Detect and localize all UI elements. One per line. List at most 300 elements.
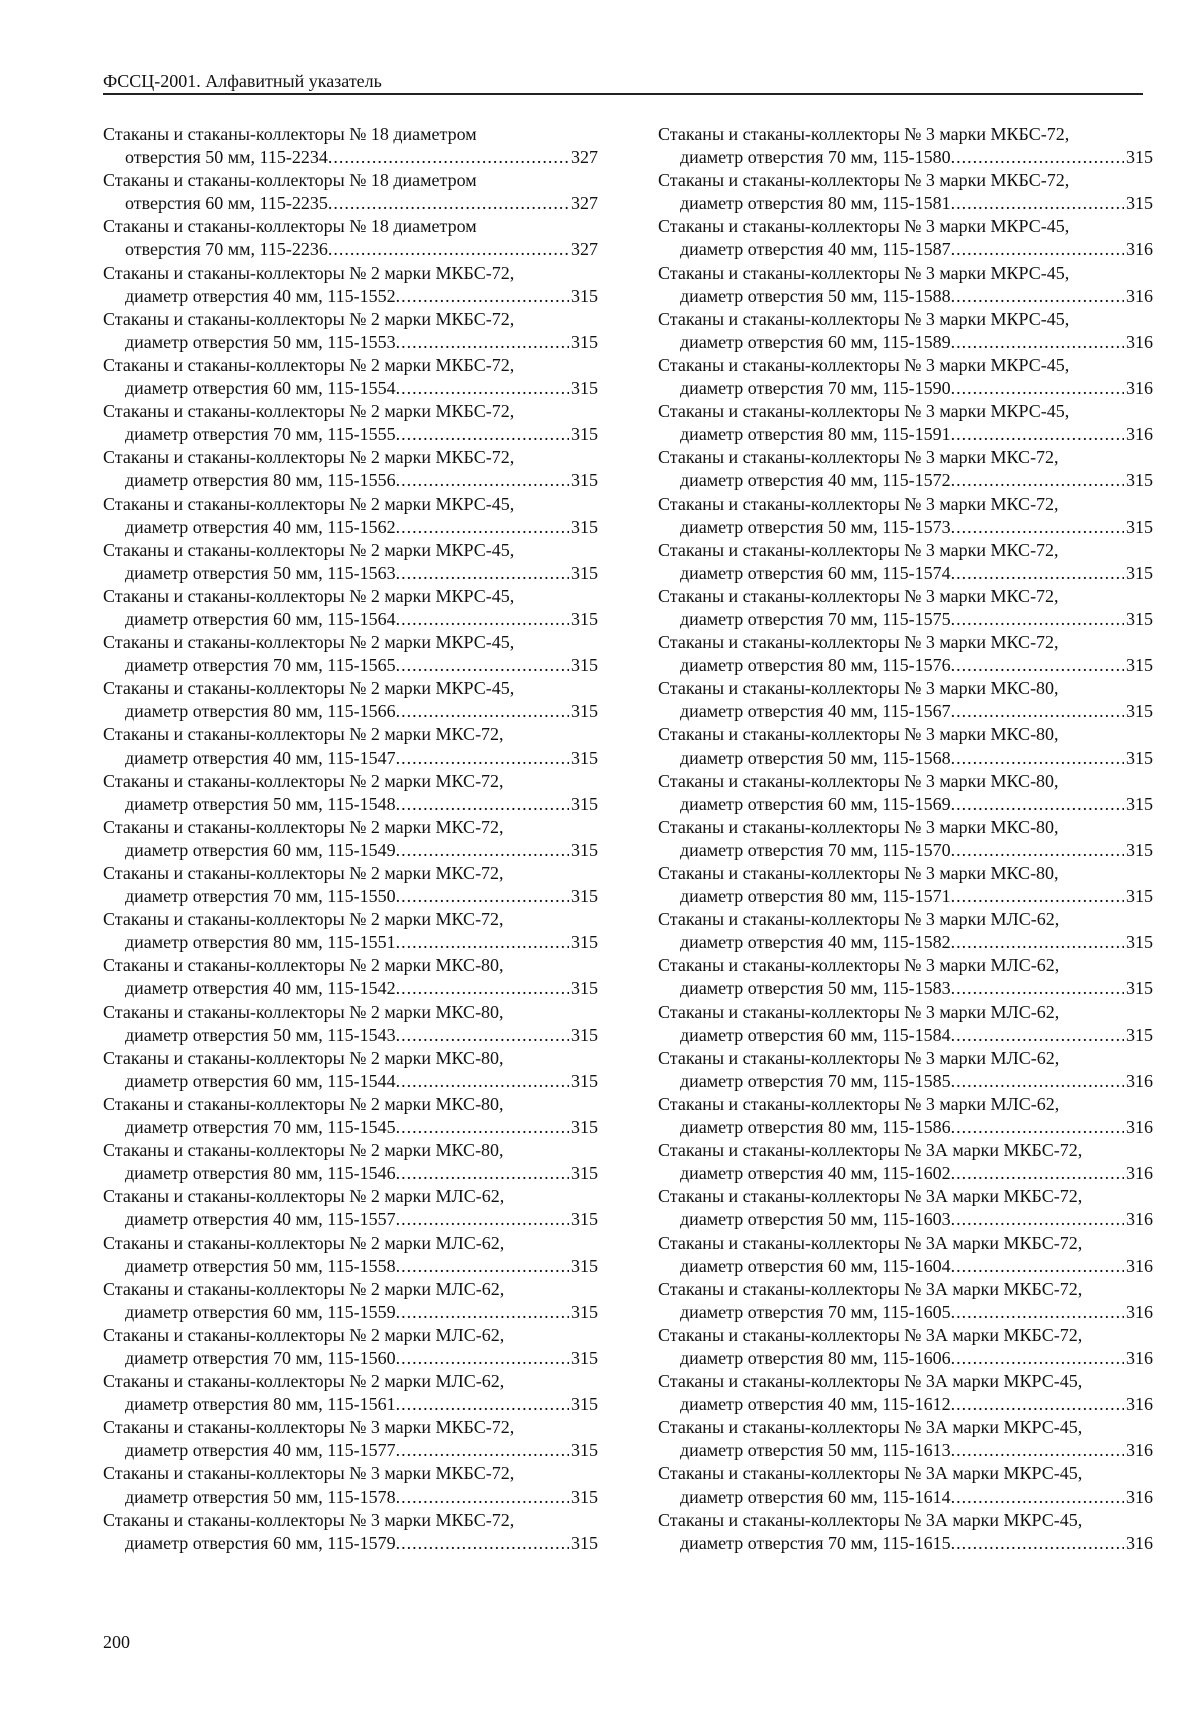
entry-detail-line — [103, 1532, 598, 1555]
entry-heading: Стаканы и стаканы-коллекторы № 3 марки МКРС-45, — [658, 262, 1070, 283]
entry-page-number: 327 — [571, 193, 598, 214]
dot-leader — [951, 839, 1124, 862]
entry-page-number: 316 — [1126, 424, 1153, 445]
entry-heading: Стаканы и стаканы-коллекторы № 3 марки МЛС-62, — [658, 955, 1060, 976]
entry-page-number: 315 — [1126, 932, 1153, 953]
entry-detail: диаметр отверстия 40 мм, 115-1567 — [680, 701, 951, 722]
entry-page-number: 315 — [1126, 608, 1153, 629]
index-entry — [103, 539, 598, 585]
dot-leader — [396, 1439, 569, 1462]
entry-detail-line — [103, 516, 598, 539]
entry-detail-line — [658, 839, 1153, 862]
entry-detail-line — [658, 562, 1153, 585]
entry-detail: диаметр отверстия 70 мм, 115-1545 — [125, 1117, 396, 1138]
entry-heading: Стаканы и стаканы-коллекторы № 3 марки МКРС-45, — [658, 354, 1070, 375]
entry-detail-line — [103, 1439, 598, 1462]
entry-detail-line — [103, 192, 598, 215]
index-column-left — [103, 123, 598, 1555]
dot-leader — [396, 1393, 569, 1416]
index-entry — [658, 1324, 1153, 1370]
entry-page-number: 315 — [571, 1209, 598, 1230]
dot-leader — [396, 377, 569, 400]
entry-detail: диаметр отверстия 40 мм, 115-1612 — [680, 1394, 951, 1415]
entry-detail: отверстия 50 мм, 115-2234 — [125, 147, 328, 168]
entry-heading: Стаканы и стаканы-коллекторы № 2 марки МКС-80, — [103, 955, 504, 976]
entry-detail: диаметр отверстия 70 мм, 115-1615 — [680, 1532, 951, 1553]
dot-leader — [951, 608, 1124, 631]
entry-detail-line — [103, 238, 598, 261]
entry-page-number: 315 — [571, 1486, 598, 1507]
index-entry — [658, 1139, 1153, 1185]
entry-heading: Стаканы и стаканы-коллекторы № 2 марки МКС-72, — [103, 770, 504, 791]
entry-heading: Стаканы и стаканы-коллекторы № 3 марки МЛС-62, — [658, 1047, 1060, 1068]
index-entry — [103, 1370, 598, 1416]
index-entry — [103, 908, 598, 954]
entry-detail: диаметр отверстия 80 мм, 115-1551 — [125, 932, 396, 953]
entry-detail: диаметр отверстия 50 мм, 115-1573 — [680, 516, 951, 537]
entry-page-number: 315 — [571, 747, 598, 768]
entry-detail-line — [103, 331, 598, 354]
index-entry — [103, 1278, 598, 1324]
entry-detail-line — [658, 654, 1153, 677]
dot-leader — [396, 1070, 569, 1093]
entry-detail: диаметр отверстия 50 мм, 115-1588 — [680, 285, 951, 306]
entry-heading: Стаканы и стаканы-коллекторы № 3А марки МКРС-45, — [658, 1509, 1083, 1530]
entry-heading: Стаканы и стаканы-коллекторы № 2 марки МКРС-45, — [103, 539, 515, 560]
entry-detail: диаметр отверстия 50 мм, 115-1568 — [680, 747, 951, 768]
dot-leader — [396, 516, 569, 539]
entry-detail: диаметр отверстия 60 мм, 115-1564 — [125, 608, 396, 629]
entry-heading: Стаканы и стаканы-коллекторы № 3 марки МКБС-72, — [658, 124, 1070, 144]
entry-page-number: 315 — [571, 655, 598, 676]
entry-detail-line — [103, 469, 598, 492]
entry-page-number: 316 — [1126, 285, 1153, 306]
entry-detail: диаметр отверстия 70 мм, 115-1575 — [680, 608, 951, 629]
entry-page-number: 315 — [1126, 701, 1153, 722]
entry-heading: Стаканы и стаканы-коллекторы № 3 марки МКС-72, — [658, 447, 1059, 468]
entry-detail: диаметр отверстия 40 мм, 115-1547 — [125, 747, 396, 768]
entry-page-number: 315 — [571, 839, 598, 860]
running-header — [103, 70, 1143, 95]
entry-page-number: 315 — [571, 1301, 598, 1322]
dot-leader — [328, 192, 569, 215]
entry-heading: Стаканы и стаканы-коллекторы № 2 марки МКБС-72, — [103, 354, 515, 375]
entry-page-number: 315 — [571, 886, 598, 907]
index-entry — [658, 954, 1153, 1000]
entry-detail-line — [658, 1116, 1153, 1139]
entry-detail: диаметр отверстия 40 мм, 115-1587 — [680, 239, 951, 260]
entry-detail-line — [658, 977, 1153, 1000]
dot-leader — [396, 1116, 569, 1139]
entry-heading: Стаканы и стаканы-коллекторы № 3А марки МКБС-72, — [658, 1140, 1083, 1161]
entry-heading: Стаканы и стаканы-коллекторы № 2 марки МКРС-45, — [103, 632, 515, 653]
dot-leader — [951, 1255, 1124, 1278]
index-entry — [658, 723, 1153, 769]
entry-detail-line — [658, 1347, 1153, 1370]
dot-leader — [951, 1486, 1124, 1509]
dot-leader — [396, 931, 569, 954]
entry-heading: Стаканы и стаканы-коллекторы № 3 марки МКС-80, — [658, 678, 1059, 699]
entry-detail-line — [658, 1024, 1153, 1047]
entry-page-number: 315 — [571, 793, 598, 814]
entry-heading: Стаканы и стаканы-коллекторы № 3А марки МКБС-72, — [658, 1278, 1083, 1299]
dot-leader — [951, 423, 1124, 446]
index-entry — [658, 1416, 1153, 1462]
entry-detail: диаметр отверстия 60 мм, 115-1554 — [125, 378, 396, 399]
entry-heading: Стаканы и стаканы-коллекторы № 3 марки МЛС-62, — [658, 909, 1060, 930]
entry-detail: диаметр отверстия 40 мм, 115-1542 — [125, 978, 396, 999]
entry-heading: Стаканы и стаканы-коллекторы № 3 марки МКС-80, — [658, 724, 1059, 745]
dot-leader — [396, 1255, 569, 1278]
index-entry — [103, 954, 598, 1000]
index-entry — [658, 862, 1153, 908]
index-entry — [658, 908, 1153, 954]
dot-leader — [396, 793, 569, 816]
entry-detail: диаметр отверстия 80 мм, 115-1561 — [125, 1394, 396, 1415]
entry-page-number: 316 — [1126, 1117, 1153, 1138]
entry-detail: диаметр отверстия 80 мм, 115-1576 — [680, 655, 951, 676]
entry-heading: Стаканы и стаканы-коллекторы № 3 марки МКС-72, — [658, 539, 1059, 560]
entry-page-number: 315 — [1126, 193, 1153, 214]
entry-detail-line — [658, 146, 1153, 169]
entry-heading: Стаканы и стаканы-коллекторы № 2 марки МКС-80, — [103, 1001, 504, 1022]
dot-leader — [396, 885, 569, 908]
dot-leader — [328, 238, 569, 261]
index-entry — [658, 1185, 1153, 1231]
index-entry — [658, 308, 1153, 354]
index-entry — [103, 677, 598, 723]
dot-leader — [951, 654, 1124, 677]
dot-leader — [951, 238, 1124, 261]
dot-leader — [951, 285, 1124, 308]
entry-page-number: 315 — [571, 562, 598, 583]
entry-heading: Стаканы и стаканы-коллекторы № 2 марки МЛС-62, — [103, 1324, 505, 1345]
dot-leader — [396, 1162, 569, 1185]
entry-page-number: 316 — [1126, 1440, 1153, 1461]
entry-detail-line — [103, 1255, 598, 1278]
entry-detail: диаметр отверстия 70 мм, 115-1555 — [125, 424, 396, 445]
index-entry — [658, 123, 1153, 169]
entry-page-number: 315 — [1126, 147, 1153, 168]
entry-heading: Стаканы и стаканы-коллекторы № 3 марки МКРС-45, — [658, 308, 1070, 329]
entry-detail-line — [103, 1347, 598, 1370]
dot-leader — [951, 793, 1124, 816]
index-entry — [658, 1001, 1153, 1047]
entry-detail: диаметр отверстия 40 мм, 115-1577 — [125, 1440, 396, 1461]
index-entry — [103, 123, 598, 169]
index-entry — [103, 1001, 598, 1047]
index-entry — [103, 446, 598, 492]
index-entry — [103, 1139, 598, 1185]
dot-leader — [396, 285, 569, 308]
entry-page-number: 315 — [571, 978, 598, 999]
index-entry — [658, 400, 1153, 446]
entry-detail: диаметр отверстия 40 мм, 115-1582 — [680, 932, 951, 953]
index-entry — [658, 631, 1153, 677]
entry-heading: Стаканы и стаканы-коллекторы № 2 марки МКС-72, — [103, 724, 504, 745]
entry-detail-line — [658, 1532, 1153, 1555]
entry-detail: диаметр отверстия 80 мм, 115-1606 — [680, 1347, 951, 1368]
entry-detail: диаметр отверстия 50 мм, 115-1603 — [680, 1209, 951, 1230]
entry-detail-line — [103, 146, 598, 169]
entry-heading: Стаканы и стаканы-коллекторы № 2 марки МКБС-72, — [103, 447, 515, 468]
entry-heading: Стаканы и стаканы-коллекторы № 3 марки МКБС-72, — [103, 1463, 515, 1484]
entry-detail: диаметр отверстия 70 мм, 115-1585 — [680, 1070, 951, 1091]
dot-leader — [396, 977, 569, 1000]
entry-heading: Стаканы и стаканы-коллекторы № 3 марки МКС-80, — [658, 770, 1059, 791]
entry-detail: диаметр отверстия 50 мм, 115-1543 — [125, 1024, 396, 1045]
entry-page-number: 316 — [1126, 1070, 1153, 1091]
entry-heading: Стаканы и стаканы-коллекторы № 2 марки МКБС-72, — [103, 308, 515, 329]
page-number: 200 — [103, 1632, 130, 1652]
dot-leader — [396, 1024, 569, 1047]
entry-heading: Стаканы и стаканы-коллекторы № 2 марки МКС-72, — [103, 863, 504, 883]
entry-page-number: 316 — [1126, 1255, 1153, 1276]
entry-page-number: 316 — [1126, 1209, 1153, 1230]
entry-page-number: 315 — [571, 378, 598, 399]
entry-page-number: 327 — [571, 147, 598, 168]
entry-page-number: 315 — [571, 331, 598, 352]
entry-page-number: 315 — [571, 1255, 598, 1276]
index-entry — [103, 770, 598, 816]
entry-page-number: 315 — [571, 1347, 598, 1368]
entry-detail-line — [658, 1162, 1153, 1185]
entry-detail: диаметр отверстия 80 мм, 115-1591 — [680, 424, 951, 445]
entry-page-number: 315 — [571, 516, 598, 537]
entry-detail: диаметр отверстия 60 мм, 115-1614 — [680, 1486, 951, 1507]
dot-leader — [951, 146, 1124, 169]
dot-leader — [951, 1070, 1124, 1093]
dot-leader — [396, 700, 569, 723]
entry-detail-line — [658, 377, 1153, 400]
entry-detail-line — [103, 977, 598, 1000]
index-entry — [658, 1370, 1153, 1416]
entry-page-number: 316 — [1126, 378, 1153, 399]
entry-page-number: 315 — [571, 608, 598, 629]
entry-detail-line — [103, 1393, 598, 1416]
entry-detail-line — [658, 608, 1153, 631]
entry-detail-line — [658, 793, 1153, 816]
index-entry — [658, 1093, 1153, 1139]
entry-detail-line — [103, 700, 598, 723]
entry-heading: Стаканы и стаканы-коллекторы № 2 марки МКС-72, — [103, 909, 504, 930]
index-entry — [103, 1093, 598, 1139]
index-entry — [103, 1462, 598, 1508]
entry-heading: Стаканы и стаканы-коллекторы № 2 марки МЛС-62, — [103, 1186, 505, 1207]
dot-leader — [951, 1532, 1124, 1555]
entry-detail-line — [103, 793, 598, 816]
entry-heading: Стаканы и стаканы-коллекторы № 2 марки МКС-80, — [103, 1047, 504, 1068]
entry-detail: диаметр отверстия 60 мм, 115-1559 — [125, 1301, 396, 1322]
index-entry — [103, 862, 598, 908]
entry-detail: диаметр отверстия 40 мм, 115-1562 — [125, 516, 396, 537]
index-entry — [103, 308, 598, 354]
entry-detail: диаметр отверстия 60 мм, 115-1579 — [125, 1532, 396, 1553]
dot-leader — [951, 331, 1124, 354]
entry-detail: диаметр отверстия 70 мм, 115-1550 — [125, 886, 396, 907]
entry-detail-line — [658, 285, 1153, 308]
entry-heading: Стаканы и стаканы-коллекторы № 3А марки МКРС-45, — [658, 1463, 1083, 1484]
entry-page-number: 315 — [571, 701, 598, 722]
index-entry — [103, 1232, 598, 1278]
entry-page-number: 315 — [571, 285, 598, 306]
index-entry — [103, 169, 598, 215]
entry-detail-line — [103, 885, 598, 908]
entry-page-number: 315 — [1126, 470, 1153, 491]
entry-page-number: 315 — [1126, 516, 1153, 537]
entry-heading: Стаканы и стаканы-коллекторы № 2 марки МКБС-72, — [103, 262, 515, 283]
index-entry — [658, 1047, 1153, 1093]
dot-leader — [951, 1024, 1124, 1047]
entry-detail-line — [103, 839, 598, 862]
index-entry — [658, 1509, 1153, 1555]
index-entry — [103, 1324, 598, 1370]
entry-detail-line — [658, 931, 1153, 954]
dot-leader — [951, 1208, 1124, 1231]
entry-heading: Стаканы и стаканы-коллекторы № 3 марки МКС-72, — [658, 493, 1059, 514]
entry-detail-line — [103, 1116, 598, 1139]
index-entry — [103, 354, 598, 400]
entry-heading: Стаканы и стаканы-коллекторы № 2 марки МЛС-62, — [103, 1278, 505, 1299]
entry-page-number: 315 — [1126, 1024, 1153, 1045]
dot-leader — [951, 1162, 1124, 1185]
entry-detail-line — [658, 1439, 1153, 1462]
entry-detail: диаметр отверстия 80 мм, 115-1556 — [125, 470, 396, 491]
entry-page-number: 316 — [1126, 1163, 1153, 1184]
entry-detail: диаметр отверстия 40 мм, 115-1602 — [680, 1163, 951, 1184]
entry-detail-line — [658, 192, 1153, 215]
index-entry — [103, 1185, 598, 1231]
entry-detail-line — [658, 516, 1153, 539]
index-entry — [103, 1047, 598, 1093]
entry-detail-line — [658, 331, 1153, 354]
dot-leader — [396, 423, 569, 446]
entry-heading: Стаканы и стаканы-коллекторы № 3А марки МКБС-72, — [658, 1186, 1083, 1207]
entry-heading: Стаканы и стаканы-коллекторы № 3 марки МКБС-72, — [103, 1417, 515, 1438]
index-entry — [103, 585, 598, 631]
entry-detail: диаметр отверстия 80 мм, 115-1571 — [680, 886, 951, 907]
dot-leader — [396, 1347, 569, 1370]
entry-detail-line — [103, 423, 598, 446]
entry-page-number: 315 — [571, 1117, 598, 1138]
entry-page-number: 316 — [1126, 1532, 1153, 1553]
entry-detail-line — [103, 608, 598, 631]
entry-detail: диаметр отверстия 50 мм, 115-1583 — [680, 978, 951, 999]
entry-page-number: 315 — [571, 470, 598, 491]
entry-detail: диаметр отверстия 50 мм, 115-1613 — [680, 1440, 951, 1461]
index-entry — [103, 262, 598, 308]
dot-leader — [396, 331, 569, 354]
entry-detail-line — [658, 1208, 1153, 1231]
entry-detail-line — [658, 423, 1153, 446]
entry-detail: диаметр отверстия 60 мм, 115-1574 — [680, 562, 951, 583]
entry-detail: диаметр отверстия 50 мм, 115-1553 — [125, 331, 396, 352]
entry-heading: Стаканы и стаканы-коллекторы № 2 марки МКС-72, — [103, 816, 504, 837]
entry-detail: диаметр отверстия 60 мм, 115-1569 — [680, 793, 951, 814]
index-entry — [103, 1509, 598, 1555]
entry-detail-line — [658, 1070, 1153, 1093]
entry-heading: Стаканы и стаканы-коллекторы № 2 марки МКС-80, — [103, 1140, 504, 1161]
index-entry — [658, 539, 1153, 585]
entry-detail: диаметр отверстия 70 мм, 115-1560 — [125, 1347, 396, 1368]
entry-page-number: 315 — [1126, 655, 1153, 676]
entry-detail: диаметр отверстия 70 мм, 115-1605 — [680, 1301, 951, 1322]
entry-detail: диаметр отверстия 60 мм, 115-1584 — [680, 1024, 951, 1045]
entry-detail-line — [103, 1301, 598, 1324]
entry-page-number: 315 — [1126, 562, 1153, 583]
index-entry — [658, 493, 1153, 539]
index-entry — [658, 677, 1153, 723]
index-entry — [658, 446, 1153, 492]
entry-heading: Стаканы и стаканы-коллекторы № 3 марки МКБС-72, — [103, 1509, 515, 1530]
entry-detail-line — [103, 1486, 598, 1509]
entry-heading: Стаканы и стаканы-коллекторы № 3 марки МКРС-45, — [658, 216, 1070, 237]
index-entry — [103, 1416, 598, 1462]
entry-detail: диаметр отверстия 70 мм, 115-1570 — [680, 839, 951, 860]
entry-detail-line — [658, 1301, 1153, 1324]
entry-page-number: 315 — [571, 1163, 598, 1184]
entry-detail: диаметр отверстия 50 мм, 115-1563 — [125, 562, 396, 583]
entry-heading: Стаканы и стаканы-коллекторы № 2 марки МЛС-62, — [103, 1371, 505, 1392]
index-entry — [658, 169, 1153, 215]
entry-detail-line — [103, 1162, 598, 1185]
entry-page-number: 316 — [1126, 1347, 1153, 1368]
entry-detail-line — [103, 285, 598, 308]
entry-heading: Стаканы и стаканы-коллекторы № 18 диаметром — [103, 170, 477, 191]
entry-detail: диаметр отверстия 40 мм, 115-1557 — [125, 1209, 396, 1230]
dot-leader — [396, 1301, 569, 1324]
entry-page-number: 315 — [571, 932, 598, 953]
entry-page-number: 316 — [1126, 239, 1153, 260]
entry-heading: Стаканы и стаканы-коллекторы № 3 марки МКС-72, — [658, 632, 1059, 653]
dot-leader — [951, 977, 1124, 1000]
entry-detail-line — [658, 885, 1153, 908]
entry-heading: Стаканы и стаканы-коллекторы № 2 марки МКС-80, — [103, 1093, 504, 1114]
entry-heading: Стаканы и стаканы-коллекторы № 3 марки МЛС-62, — [658, 1093, 1060, 1114]
entry-heading: Стаканы и стаканы-коллекторы № 2 марки МЛС-62, — [103, 1232, 505, 1253]
entry-detail: диаметр отверстия 70 мм, 115-1590 — [680, 378, 951, 399]
entry-detail: диаметр отверстия 50 мм, 115-1548 — [125, 793, 396, 814]
entry-detail-line — [658, 469, 1153, 492]
entry-detail: диаметр отверстия 70 мм, 115-1580 — [680, 147, 951, 168]
dot-leader — [396, 654, 569, 677]
entry-heading: Стаканы и стаканы-коллекторы № 2 марки МКРС-45, — [103, 585, 515, 606]
entry-heading: Стаканы и стаканы-коллекторы № 3А марки МКРС-45, — [658, 1371, 1083, 1392]
entry-heading: Стаканы и стаканы-коллекторы № 3 марки МКС-80, — [658, 816, 1059, 837]
entry-heading: Стаканы и стаканы-коллекторы № 3 марки МЛС-62, — [658, 1001, 1060, 1022]
dot-leader — [951, 562, 1124, 585]
entry-detail: диаметр отверстия 60 мм, 115-1604 — [680, 1255, 951, 1276]
dot-leader — [328, 146, 569, 169]
index-column-right — [658, 123, 1153, 1555]
index-entry — [103, 723, 598, 769]
entry-heading: Стаканы и стаканы-коллекторы № 18 диаметром — [103, 124, 477, 144]
entry-page-number: 327 — [571, 239, 598, 260]
dot-leader — [396, 1532, 569, 1555]
dot-leader — [396, 608, 569, 631]
entry-heading: Стаканы и стаканы-коллекторы № 3А марки МКРС-45, — [658, 1417, 1083, 1438]
entry-page-number: 315 — [571, 1440, 598, 1461]
entry-detail-line — [658, 1255, 1153, 1278]
entry-page-number: 315 — [1126, 886, 1153, 907]
index-entry — [103, 631, 598, 677]
entry-detail: диаметр отверстия 60 мм, 115-1549 — [125, 839, 396, 860]
entry-detail: диаметр отверстия 50 мм, 115-1578 — [125, 1486, 396, 1507]
index-entry — [658, 215, 1153, 261]
entry-page-number: 315 — [571, 424, 598, 445]
entry-detail-line — [103, 1070, 598, 1093]
dot-leader — [951, 1347, 1124, 1370]
